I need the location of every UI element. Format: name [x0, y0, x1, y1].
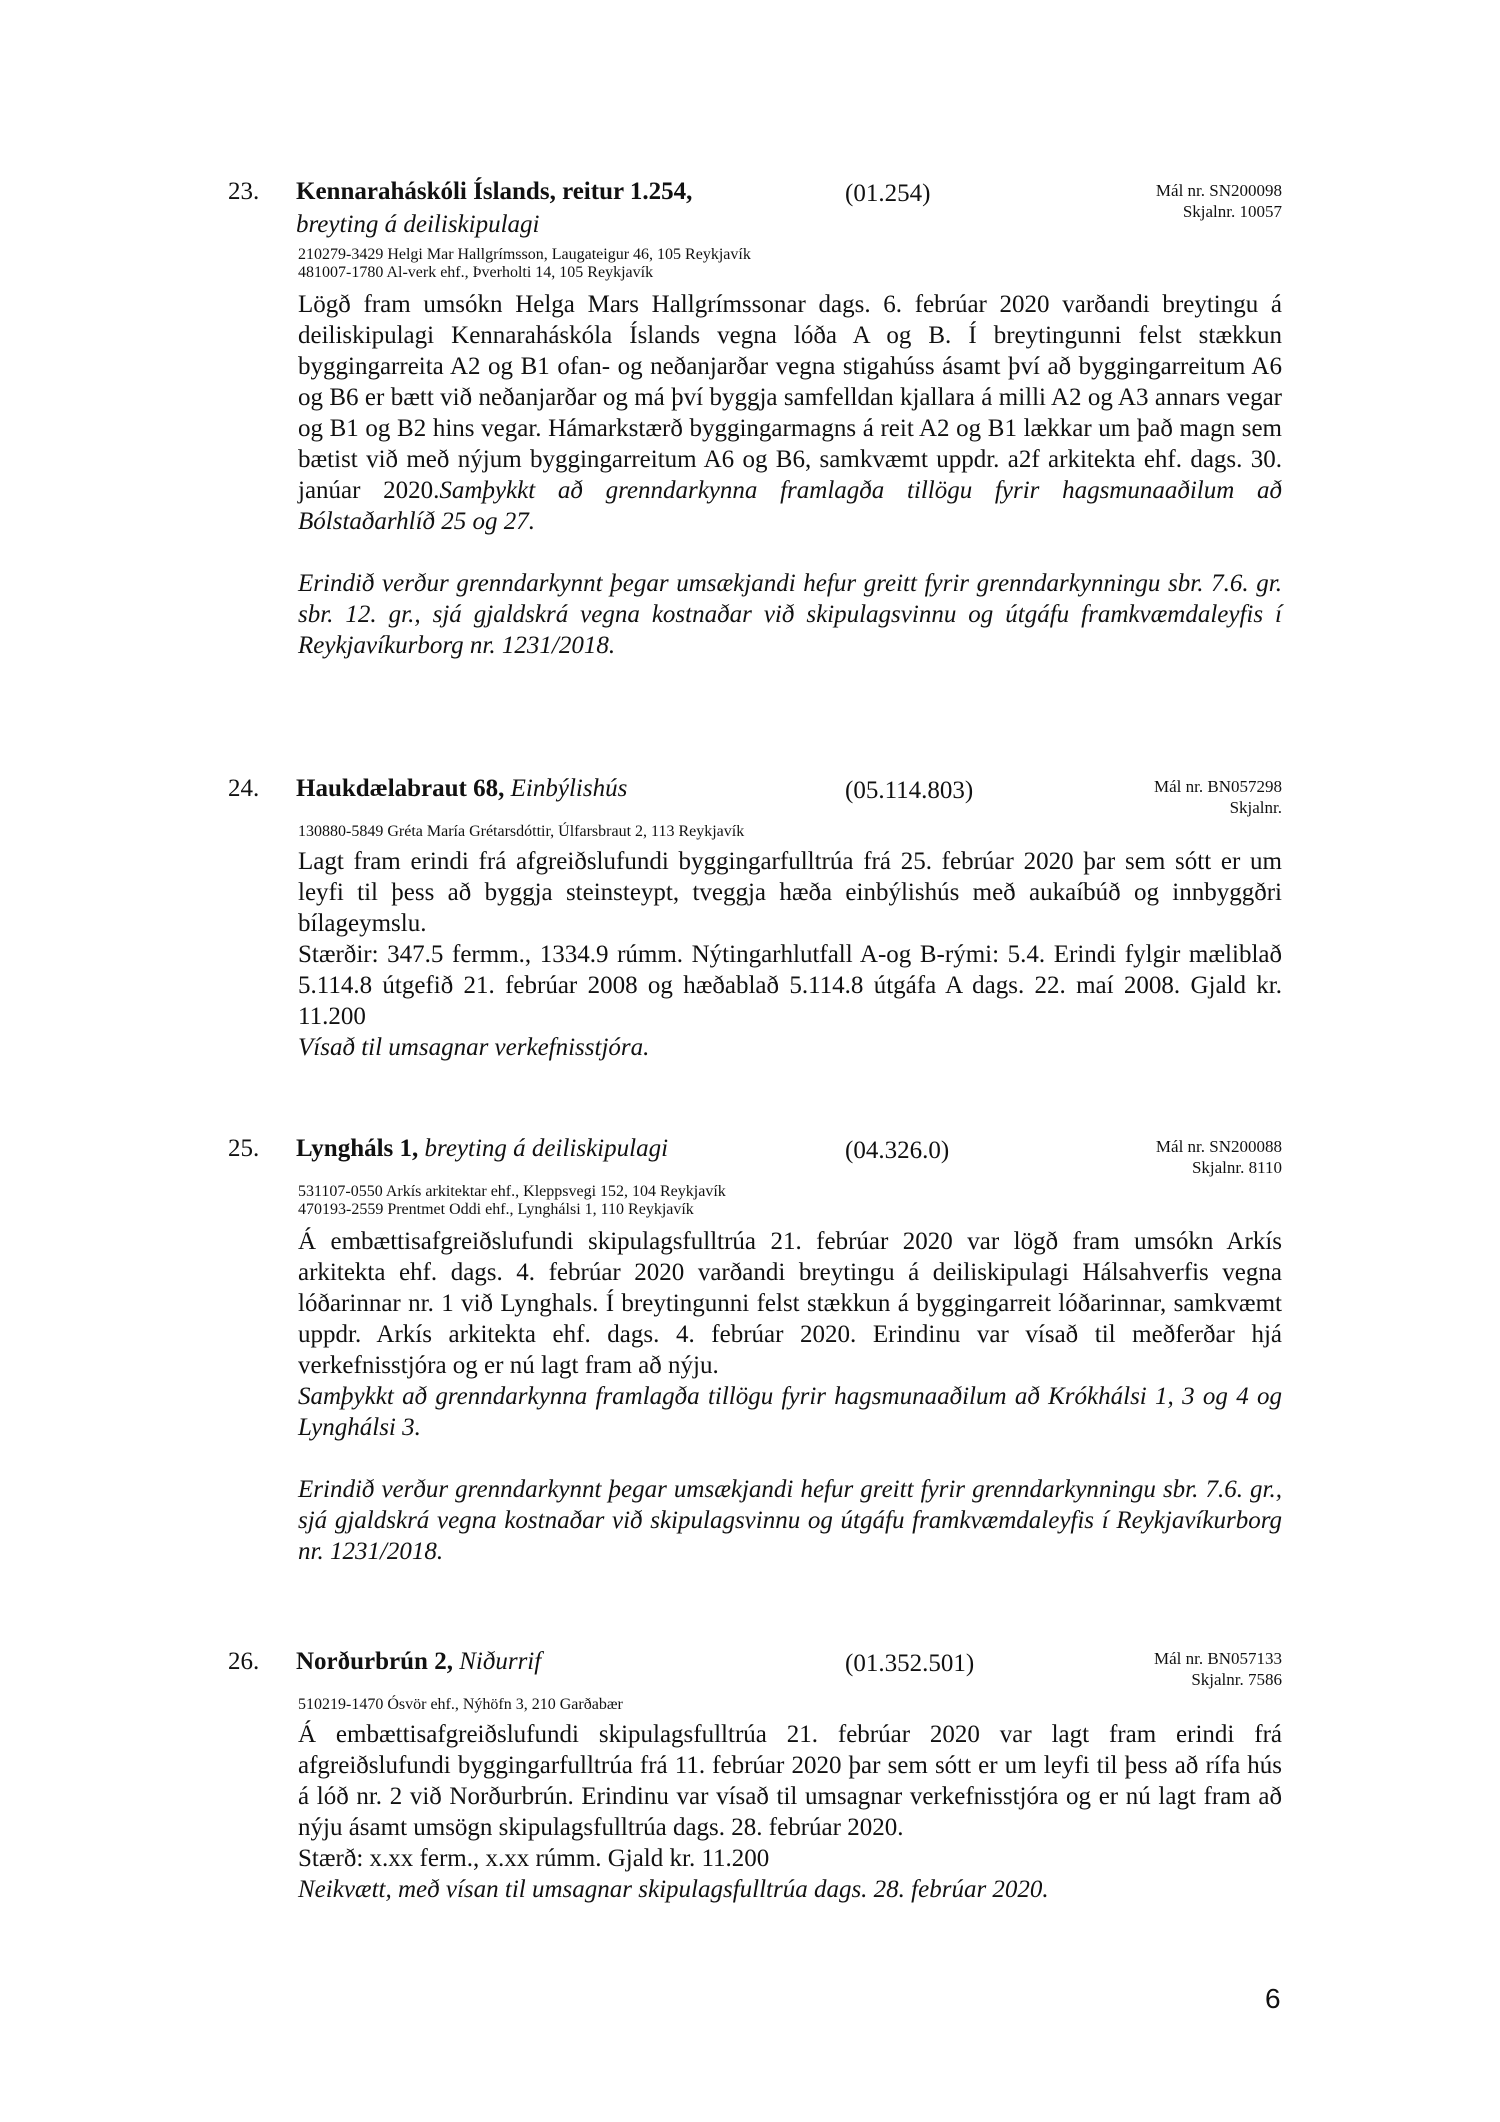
decision-text: Neikvætt, með vísan til umsagnar skipulagsfulltrúa dags. 28. febrúar 2020.	[298, 1876, 1049, 1903]
item-code: (05.114.803)	[845, 777, 974, 804]
case-reference	[1154, 776, 1282, 818]
case-reference	[1156, 1136, 1282, 1178]
item-body	[298, 1226, 1282, 1567]
document-number: Skjalnr.	[1229, 798, 1282, 817]
size-text: Stærð: x.xx ferm., x.xx rúmm. Gjald kr. 11.200	[298, 1845, 770, 1872]
applicant: 210279-3429 Helgi Mar Hallgrímsson, Laugateigur 46, 105 Reykjavík	[298, 246, 751, 263]
item-title-italic: Niðurrif	[459, 1648, 542, 1675]
body-text: Lagt fram erindi frá afgreiðslufundi byggingarfulltrúa frá 25. febrúar 2020 þar sem sótt er um leyfi til þess að byggja steinsteypt, tveggja hæða einbýlishús með aukaíbúð og innbyggðri bílageymslu.	[298, 848, 1282, 937]
item-number: 24.	[228, 775, 260, 802]
decision-text: Samþykkt að grenndarkynna framlagða tillögu fyrir hagsmunaaðilum að Bólstaðarhlíð 25 og 27.	[298, 477, 1282, 535]
applicant: 531107-0550 Arkís arkitektar ehf., Kleppsvegi 152, 104 Reykjavík	[298, 1183, 726, 1200]
applicants	[298, 1183, 726, 1219]
item-code: (01.254)	[845, 180, 931, 207]
item-title-bold: Haukdælabraut 68,	[296, 775, 505, 802]
applicants	[298, 1696, 623, 1714]
item-title-italic: Einbýlishús	[510, 775, 628, 802]
case-number: Mál nr. SN200098	[1155, 181, 1282, 200]
case-reference	[1154, 1648, 1282, 1690]
page-number: 6	[1265, 1983, 1281, 2014]
applicants	[298, 823, 744, 841]
notice-text: Erindið verður grenndarkynnt þegar umsækjandi hefur greitt fyrir grenndarkynningu sbr. 7.6. gr., sjá gjaldskrá vegna kostnaðar við skipulagsvinnu og útgáfu framkvæmdaleyfis í Reykjavíkurborg nr. 1231/2018.	[298, 1476, 1282, 1565]
item-subtitle: breyting á deiliskipulagi	[296, 211, 540, 238]
case-number: Mál nr. BN057133	[1154, 1649, 1282, 1668]
item-title	[296, 178, 692, 206]
body-text: Á embættisafgreiðslufundi skipulagsfulltrúa 21. febrúar 2020 var lögð fram umsókn Arkís arkitekta ehf. dags. 4. febrúar 2020 varðandi breytingu á deiliskipulagi Hálsahverfis vegna lóðarinnar nr. 1 við Lynghals. Í breytingunni felst stækkun á byggingarreit lóðarinnar, samkvæmt uppdr. Arkís arkitekta ehf. dags. 4. febrúar 2020. Erindinu var vísað til meðferðar hjá verkefnisstjóra og er nú lagt fram að nýju.	[298, 1228, 1282, 1379]
case-number: Mál nr. BN057298	[1154, 777, 1282, 796]
item-code: (04.326.0)	[845, 1137, 950, 1164]
item-title	[296, 1135, 668, 1163]
applicant: 510219-1470 Ósvör ehf., Nýhöfn 3, 210 Garðabær	[298, 1696, 623, 1713]
size-text: Stærðir: 347.5 fermm., 1334.9 rúmm. Nýtingarhlutfall A-og B-rými: 5.4. Erindi fylgir mæliblað 5.114.8 útgefið 21. febrúar 2008 og hæðablað 5.114.8 útgáfa A dags. 22. maí 2008. Gjald kr. 11.200	[298, 941, 1282, 1030]
case-number: Mál nr. SN200088	[1155, 1137, 1282, 1156]
applicant: 470193-2559 Prentmet Oddi ehf., Lynghálsi 1, 110 Reykjavík	[298, 1201, 694, 1218]
body-text: Á embættisafgreiðslufundi skipulagsfulltrúa 21. febrúar 2020 var lagt fram erindi frá afgreiðslufundi byggingarfulltrúa frá 11. febrúar 2020 þar sem sótt er um leyfi til þess að rífa hús á lóð nr. 2 við Norðurbrún. Erindinu var vísað til umsagnar verkefnisstjóra og er nú lagt fram að nýju ásamt umsögn skipulagsfulltrúa dags. 28. febrúar 2020.	[298, 1721, 1282, 1841]
decision-text: Vísað til umsagnar verkefnisstjóra.	[298, 1034, 650, 1061]
document-number: Skjalnr. 10057	[1182, 202, 1282, 221]
body-text: Lögð fram umsókn Helga Mars Hallgrímssonar dags. 6. febrúar 2020 varðandi breytingu á deiliskipulagi Kennaraháskóla Íslands vegna lóða A og B. Í breytingunni felst stækkun byggingarreita A2 og B1 ofan- og neðanjarðar vegna stigahúss ásamt því að byggingarreitum A6 og B6 er bætt við neðanjarðar og má því byggja samfelldan kjallara á milli A2 og A3 annars vegar og B1 og B2 hins vegar. Hámarkstærð byggingarmagns á reit A2 og B1 lækkar um það magn sem bætist við með nýjum byggingarreitum A6 og B6, samkvæmt uppdr. a2f arkitekta ehf. dags. 30. janúar 2020.	[298, 291, 1282, 504]
item-title-italic: breyting á deiliskipulagi	[424, 1135, 669, 1162]
document-number: Skjalnr. 8110	[1191, 1158, 1282, 1177]
item-body	[298, 289, 1282, 661]
item-title-bold: Kennaraháskóli Íslands, reitur 1.254,	[296, 178, 693, 205]
item-body	[298, 846, 1282, 1063]
item-code: (01.352.501)	[845, 1650, 975, 1677]
item-title-bold: Lyngháls 1,	[296, 1135, 419, 1162]
applicants	[298, 246, 751, 282]
case-reference	[1156, 180, 1282, 222]
decision-text: Samþykkt að grenndarkynna framlagða tillögu fyrir hagsmunaaðilum að Krókhálsi 1, 3 og 4 og Lynghálsi 3.	[298, 1383, 1282, 1441]
item-number: 25.	[228, 1135, 260, 1162]
item-number: 23.	[228, 178, 260, 205]
applicant: 130880-5849 Gréta María Grétarsdóttir, Úlfarsbraut 2, 113 Reykjavík	[298, 823, 745, 840]
item-title	[296, 1648, 541, 1676]
item-title	[296, 775, 627, 803]
item-body	[298, 1719, 1282, 1905]
document-number: Skjalnr. 7586	[1191, 1670, 1282, 1689]
item-number: 26.	[228, 1648, 260, 1675]
applicant: 481007-1780 Al-verk ehf., Þverholti 14, 105 Reykjavík	[298, 264, 654, 281]
item-title-bold: Norðurbrún 2,	[296, 1648, 453, 1675]
notice-text: Erindið verður grenndarkynnt þegar umsækjandi hefur greitt fyrir grenndarkynningu sbr. 7.6. gr. sbr. 12. gr., sjá gjaldskrá vegna kostnaðar við skipulagsvinnu og útgáfu framkvæmdaleyfis í Reykjavíkurborg nr. 1231/2018.	[298, 570, 1282, 659]
